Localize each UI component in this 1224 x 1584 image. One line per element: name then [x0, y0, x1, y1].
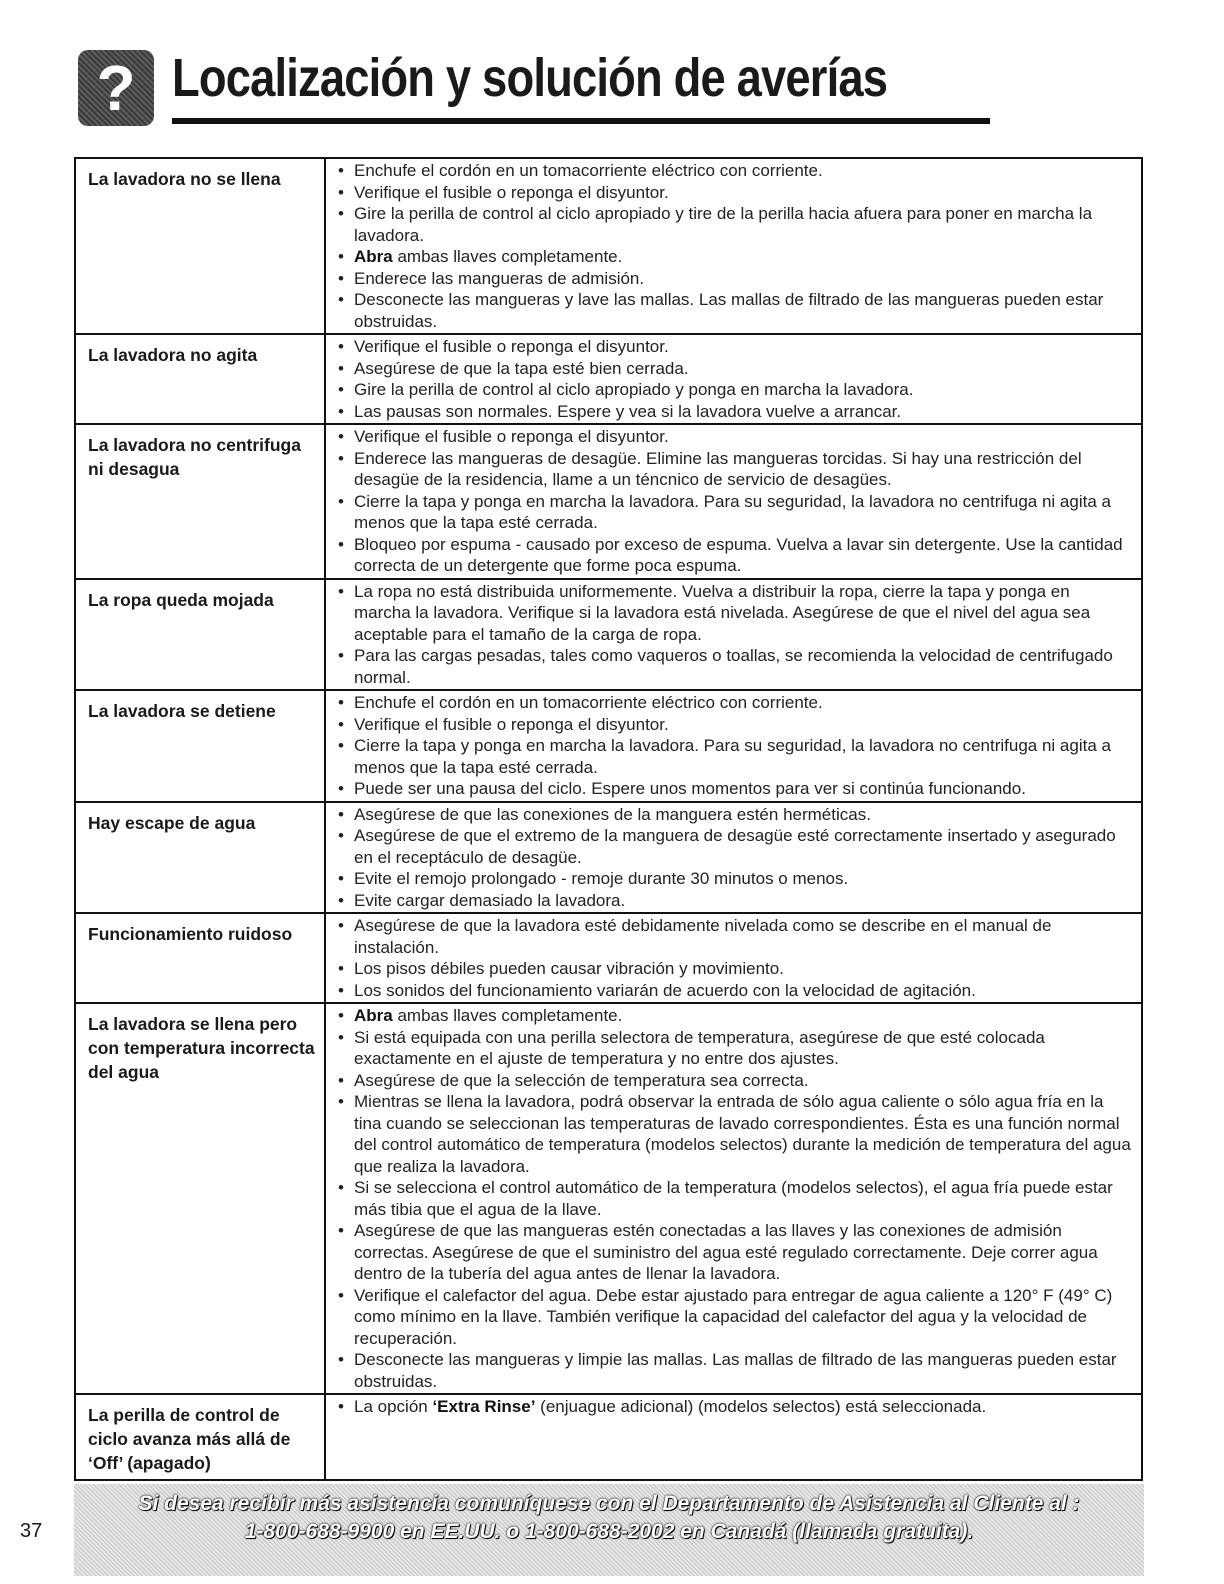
- solution-text: (enjuague adicional) (modelos selectos) está seleccionada.: [535, 1397, 987, 1416]
- solution-text: Verifique el fusible o reponga el disyuntor.: [354, 714, 669, 734]
- solution-text: ambas llaves completamente.: [392, 1006, 623, 1025]
- problem-label: La lavadora no agita: [75, 334, 325, 424]
- list-item: [334, 915, 1131, 958]
- problem-label: La lavadora se llena pero con temperatura incorrecta del agua: [75, 1003, 325, 1394]
- solution-text: Verifique el fusible o reponga el disyuntor.: [354, 427, 669, 446]
- solution-text: Asegúrese de que las conexiones de la manguera estén herméticas.: [354, 804, 871, 824]
- list-item: [334, 778, 1131, 800]
- solution-text: Si se selecciona el control automático de la temperatura (modelos selectos), el agua fría puede estar más tibia que el agua de la llave.: [354, 1178, 1113, 1219]
- solution-text: ambas llaves completamente.: [392, 247, 623, 266]
- table-row: [75, 802, 1142, 914]
- list-item: [334, 203, 1131, 246]
- table-row: [75, 1394, 1142, 1480]
- list-item: [334, 448, 1131, 491]
- solutions-cell: [325, 1394, 1142, 1480]
- solution-list: [334, 804, 1131, 912]
- solutions-cell: [325, 424, 1142, 579]
- solution-emphasis: ‘Extra Rinse’: [432, 1397, 536, 1416]
- solution-text: Puede ser una pausa del ciclo. Espere unos momentos para ver si continúa funcionando.: [354, 779, 1026, 798]
- solution-text: Desconecte las mangueras y limpie las mallas. Las mallas de filtrado de las mangueras pueden estar obstruidas.: [354, 1350, 1117, 1391]
- problem-label: La lavadora no se llena: [75, 158, 325, 334]
- list-item: [334, 825, 1131, 868]
- table-row: [75, 579, 1142, 691]
- list-item: [334, 735, 1131, 778]
- list-item: [334, 890, 1131, 912]
- solution-text: Los pisos débiles pueden causar vibración y movimiento.: [354, 959, 784, 978]
- solutions-cell: [325, 1003, 1142, 1394]
- solutions-cell: [325, 802, 1142, 914]
- list-item: [334, 1070, 1131, 1092]
- solution-text: Verifique el calefactor del agua. Debe estar ajustado para entregar de agua caliente a 120° F (49° C) como mínimo en la llave. También verifique la capacidad del calefactor del agua y la velocidad de recuperación.: [354, 1285, 1113, 1348]
- solutions-cell: [325, 334, 1142, 424]
- solutions-cell: [325, 579, 1142, 691]
- list-item: [334, 958, 1131, 980]
- table-row: [75, 424, 1142, 579]
- title-underline: [172, 118, 990, 124]
- list-item: [334, 868, 1131, 890]
- problem-label: La ropa queda mojada: [75, 579, 325, 691]
- list-item: [334, 491, 1131, 534]
- solution-list: [334, 336, 1131, 422]
- page-number: 37: [20, 1520, 43, 1542]
- solution-text: Enderece las mangueras de admisión.: [354, 268, 645, 288]
- solution-text: Enchufe el cordón en un tomacorriente eléctrico con corriente.: [354, 693, 823, 712]
- solutions-cell: [325, 913, 1142, 1003]
- list-item: [334, 1220, 1131, 1285]
- list-item: [334, 1396, 1131, 1418]
- problem-label: Hay escape de agua: [75, 802, 325, 914]
- list-item: [334, 1285, 1131, 1350]
- list-item: [334, 358, 1131, 380]
- solution-text: Verifique el fusible o reponga el disyuntor.: [354, 182, 669, 202]
- question-mark-icon: ?: [78, 50, 154, 126]
- solution-emphasis: Abra: [354, 1006, 393, 1025]
- problem-label: La lavadora se detiene: [75, 690, 325, 802]
- table-row: [75, 334, 1142, 424]
- solution-text: Las pausas son normales. Espere y vea si la lavadora vuelve a arrancar.: [354, 401, 902, 421]
- list-item: [334, 1005, 1131, 1027]
- list-item: [334, 645, 1131, 688]
- solution-text: Asegúrese de que la lavadora esté debidamente nivelada como se describe en el manual de instalación.: [354, 916, 1052, 957]
- table-row: [75, 158, 1142, 334]
- list-item: [334, 182, 1131, 204]
- solution-text: Enchufe el cordón en un tomacorriente eléctrico con corriente.: [354, 161, 823, 180]
- list-item: [334, 289, 1131, 332]
- list-item: [334, 401, 1131, 423]
- page-header: [78, 44, 918, 126]
- list-item: [334, 714, 1131, 736]
- solutions-cell: [325, 690, 1142, 802]
- solution-text: Para las cargas pesadas, tales como vaqueros o toallas, se recomienda la velocidad de centrifugado normal.: [354, 646, 1113, 687]
- solution-list: [334, 426, 1131, 577]
- problem-label: La lavadora no centrifuga ni desagua: [75, 424, 325, 579]
- list-item: [334, 426, 1131, 448]
- solution-list: [334, 160, 1131, 332]
- solution-list: [334, 1005, 1131, 1392]
- list-item: [334, 692, 1131, 714]
- list-item: [334, 1349, 1131, 1392]
- solution-text: Bloqueo por espuma - causado por exceso de espuma. Vuelva a lavar sin detergente. Use la cantidad correcta de un detergente que forme poca espuma.: [354, 534, 1123, 575]
- solution-text: Asegúrese de que la selección de temperatura sea correcta.: [354, 1070, 809, 1090]
- solution-text: Enderece las mangueras de desagüe. Elimine las mangueras torcidas. Si hay una restricción del desagüe de la residencia, llame a un téncnico de servicio de desagües.: [354, 448, 1082, 489]
- list-item: [334, 268, 1131, 290]
- solution-emphasis: Abra: [354, 247, 393, 266]
- solutions-cell: [325, 158, 1142, 334]
- solution-text: Desconecte las mangueras y lave las mallas. Las mallas de filtrado de las mangueras pueden estar obstruidas.: [354, 290, 1104, 331]
- solution-text: Asegúrese de que las mangueras estén conectadas a las llaves y las conexiones de admisión correctas. Asegúrese de que el suministro del agua esté regulado correctamente. Deje correr agua dentro de la tubería del agua antes de llenar la lavadora.: [354, 1221, 1098, 1283]
- list-item: [334, 246, 1131, 268]
- assistance-phone-numbers: 1-800-688-9900 en EE.UU. o 1-800-688-2002 en Canadá (llamada gratuita).: [244, 1520, 974, 1543]
- list-item: [334, 1091, 1131, 1177]
- list-item: [334, 581, 1131, 646]
- solution-text: Cierre la tapa y ponga en marcha la lavadora. Para su seguridad, la lavadora no centrifuga ni agita a menos que la tapa esté cerrada.: [354, 736, 1111, 777]
- solution-text: Si está equipada con una perilla selectora de temperatura, asegúrese de que esté colocada exactamente en el ajuste de temperatura y no entre dos ajustes.: [354, 1027, 1045, 1068]
- solution-text: Gire la perilla de control al ciclo apropiado y ponga en marcha la lavadora.: [354, 380, 914, 399]
- list-item: [334, 160, 1131, 182]
- solution-text: La ropa no está distribuida uniformemente. Vuelva a distribuir la ropa, cierre la tapa y ponga en marcha la lavadora. Verifique si la lavadora está nivelada. Asegúrese de que el nivel del agua sea aceptable para el tamaño de la carga de ropa.: [354, 581, 1091, 644]
- assistance-text: Si desea recibir más asistencia comuníquese con el Departamento de Asistencia al Cliente al :: [138, 1492, 1080, 1515]
- solution-text: Asegúrese de que la tapa esté bien cerrada.: [354, 358, 689, 378]
- solution-text: Mientras se llena la lavadora, podrá observar la entrada de sólo agua caliente o sólo agua fría en la tina cuando se seleccionan las temperaturas de lavado correspondientes. Ésta es una función normal del control automático de temperatura (modelos selectos) durante la medición de temperatura del agua que realiza la lavadora.: [354, 1092, 1131, 1176]
- solution-list: [334, 581, 1131, 689]
- page-title: Localización y solución de averías: [172, 48, 888, 108]
- solution-list: [334, 915, 1131, 1001]
- solution-text: La opción: [354, 1397, 433, 1416]
- solution-text: Cierre la tapa y ponga en marcha la lavadora. Para su seguridad, la lavadora no centrifuga ni agita a menos que la tapa esté cerrada.: [354, 491, 1111, 532]
- list-item: [334, 1177, 1131, 1220]
- table-row: [75, 913, 1142, 1003]
- list-item: [334, 379, 1131, 401]
- troubleshooting-table: [74, 157, 1143, 1481]
- solution-list: [334, 692, 1131, 800]
- table-row: [75, 690, 1142, 802]
- solution-text: Evite cargar demasiado la lavadora.: [354, 890, 626, 910]
- customer-assistance-banner: [74, 1484, 1144, 1576]
- list-item: [334, 980, 1131, 1002]
- list-item: [334, 804, 1131, 826]
- problem-label: Funcionamiento ruidoso: [75, 913, 325, 1003]
- list-item: [334, 1027, 1131, 1070]
- solution-text: Asegúrese de que el extremo de la manguera de desagüe esté correctamente insertado y asegurado en el receptáculo de desagüe.: [354, 826, 1116, 867]
- solution-text: Evite el remojo prolongado - remoje durante 30 minutos o menos.: [354, 869, 849, 888]
- solution-text: Los sonidos del funcionamiento variarán de acuerdo con la velocidad de agitación.: [354, 980, 976, 1000]
- list-item: [334, 336, 1131, 358]
- solution-list: [334, 1396, 1131, 1418]
- list-item: [334, 534, 1131, 577]
- table-row: [75, 1003, 1142, 1394]
- solution-text: Gire la perilla de control al ciclo apropiado y tire de la perilla hacia afuera para poner en marcha la lavadora.: [354, 204, 1093, 245]
- problem-label: La perilla de control de ciclo avanza más allá de ‘Off’ (apagado): [75, 1394, 325, 1480]
- solution-text: Verifique el fusible o reponga el disyuntor.: [354, 337, 669, 356]
